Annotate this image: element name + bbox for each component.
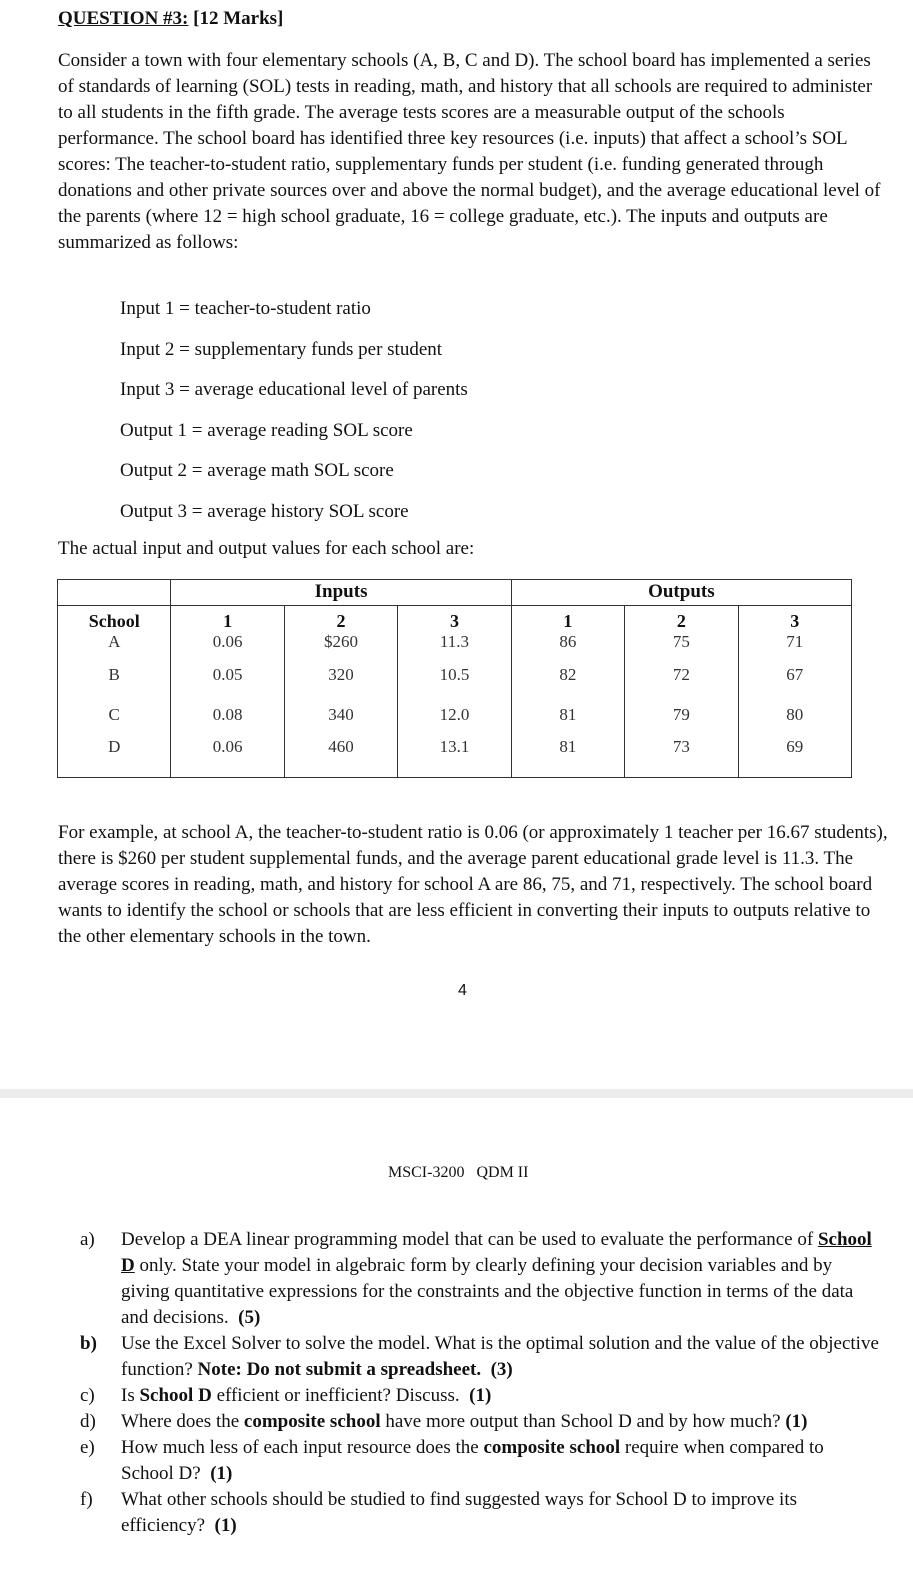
question-marks: (5) xyxy=(238,1307,261,1328)
input-2-header: 2 xyxy=(284,605,397,632)
output-1-cell: 81 xyxy=(511,735,624,778)
output-2-cell: 79 xyxy=(625,695,738,735)
question-heading xyxy=(58,8,283,30)
question-item-b xyxy=(80,1331,880,1383)
school-column-header: School xyxy=(58,605,171,632)
course-header: MSCI-3200 QDM II xyxy=(388,1164,529,1181)
question-text: efficient or inefficient? Discuss. xyxy=(211,1385,460,1406)
input-1-cell: 0.05 xyxy=(171,655,284,695)
school-cell: B xyxy=(58,655,171,695)
question-item-a xyxy=(80,1227,880,1331)
question-label: d) xyxy=(80,1411,96,1432)
input-1-header: 1 xyxy=(171,605,284,632)
question-marks: (3) xyxy=(490,1359,513,1380)
question-label: c) xyxy=(80,1385,95,1406)
output-3-header: 3 xyxy=(738,605,851,632)
output-2-cell: 72 xyxy=(625,655,738,695)
question-emphasis: School D xyxy=(139,1385,212,1406)
table-row xyxy=(58,655,852,695)
output-2-cell: 73 xyxy=(625,735,738,778)
question-text: Is xyxy=(121,1385,140,1406)
inputs-group-header: Inputs xyxy=(171,580,511,606)
question-emphasis: composite school xyxy=(243,1411,381,1432)
question-label: f) xyxy=(80,1489,93,1510)
question-label: a) xyxy=(80,1229,95,1250)
output-3-cell: 80 xyxy=(738,695,851,735)
output-1-header: 1 xyxy=(511,605,624,632)
question-emphasis: School D xyxy=(121,1229,872,1276)
table-corner-cell xyxy=(58,580,171,606)
definition-output-2: Output 2 = average math SOL score xyxy=(120,460,394,481)
page-number: 4 xyxy=(458,982,467,999)
question-marks: (1) xyxy=(469,1385,492,1406)
table-intro: The actual input and output values for each school are: xyxy=(58,538,475,559)
input-3-header: 3 xyxy=(398,605,511,632)
definition-output-3: Output 3 = average history SOL score xyxy=(120,500,409,522)
input-2-cell: $260 xyxy=(284,632,397,654)
question-item-f xyxy=(80,1487,880,1539)
question-item-c xyxy=(80,1383,880,1409)
question-text: require when compared to School D? xyxy=(121,1437,824,1484)
output-2-cell: 75 xyxy=(625,632,738,654)
input-3-cell: 12.0 xyxy=(398,695,511,735)
question-emphasis: composite school xyxy=(483,1437,621,1458)
question-marks: (1) xyxy=(785,1411,808,1432)
question-marks: (1) xyxy=(210,1463,233,1484)
example-paragraph: For example, at school A, the teacher-to-student ratio is 0.06 (or approximately 1 teacher per 16.67 students), there is $260 per student supplemental funds, and the average parent educational grade level is 11.3. The average scores in reading, math, and history for school A are 86, 75, and 71, respectively. The school board wants to identify the school or schools that are less efficient in converting their inputs to outputs relative to the other elementary schools in the town. xyxy=(58,822,888,947)
question-text: Where does the xyxy=(121,1411,244,1432)
question-title: QUESTION #3: xyxy=(58,8,189,29)
definition-list xyxy=(120,296,468,539)
input-1-cell: 0.06 xyxy=(171,632,284,654)
question-list xyxy=(80,1227,880,1539)
question-label: b) xyxy=(80,1333,97,1354)
school-cell: C xyxy=(58,695,171,735)
question-text: only. State your model in algebraic form by clearly defining your decision variables and by giving quantitative expressions for the constraints and the objective function in terms of the data and decisions. xyxy=(121,1255,854,1328)
table-column-header-row xyxy=(58,605,852,632)
input-3-cell: 13.1 xyxy=(398,735,511,778)
definition-input-2: Input 2 = supplementary funds per student xyxy=(120,338,443,360)
school-cell: A xyxy=(58,632,171,654)
output-3-cell: 71 xyxy=(738,632,851,654)
question-text: How much less of each input resource does the xyxy=(121,1437,484,1458)
definition-input-1: Input 1 = teacher-to-student ratio xyxy=(120,298,371,319)
page-divider xyxy=(0,1089,913,1098)
intro-paragraph: Consider a town with four elementary schools (A, B, C and D). The school board has implemented a series of standards of learning (SOL) tests in reading, math, and history that all schools are required to administer to all students in the fifth grade. The average tests scores are a measurable output of the schools performance. The school board has identified three key resources (i.e. inputs) that affect a school’s SOL scores: The teacher-to-student ratio, supplementary funds per student (i.e. funding generated through donations and other private sources over and above the normal budget), and the average educational level of the parents (where 12 = high school graduate, 16 = college graduate, etc.). The inputs and outputs are summarized as follows: xyxy=(58,50,881,253)
output-2-header: 2 xyxy=(625,605,738,632)
output-1-cell: 86 xyxy=(511,632,624,654)
output-3-cell: 67 xyxy=(738,655,851,695)
input-1-cell: 0.08 xyxy=(171,695,284,735)
table-row xyxy=(58,695,852,735)
table-row xyxy=(58,632,852,654)
school-data-table xyxy=(57,579,852,778)
school-cell: D xyxy=(58,735,171,778)
input-1-cell: 0.06 xyxy=(171,735,284,778)
table-group-header-row xyxy=(58,580,852,606)
question-item-d xyxy=(80,1409,880,1435)
input-2-cell: 320 xyxy=(284,655,397,695)
definition-input-3: Input 3 = average educational level of parents xyxy=(120,379,468,400)
question-note: Note: Do not submit a spreadsheet. xyxy=(197,1359,482,1380)
question-text: What other schools should be studied to find suggested ways for School D to improve its efficiency? xyxy=(121,1489,797,1536)
input-3-cell: 11.3 xyxy=(398,632,511,654)
question-text: Develop a DEA linear programming model that can be used to evaluate the performance of xyxy=(121,1229,818,1250)
input-3-cell: 10.5 xyxy=(398,655,511,695)
definition-output-1: Output 1 = average reading SOL score xyxy=(120,419,413,441)
question-marks: (1) xyxy=(214,1515,237,1536)
question-marks: [12 Marks] xyxy=(193,8,284,29)
input-2-cell: 340 xyxy=(284,695,397,735)
output-1-cell: 81 xyxy=(511,695,624,735)
input-2-cell: 460 xyxy=(284,735,397,778)
question-label: e) xyxy=(80,1437,95,1458)
output-3-cell: 69 xyxy=(738,735,851,778)
question-text: have more output than School D and by how much? xyxy=(380,1411,781,1432)
output-1-cell: 82 xyxy=(511,655,624,695)
question-text: Use the Excel Solver to solve the model. What is the optimal solution and the value of the objective function? xyxy=(121,1333,879,1380)
outputs-group-header: Outputs xyxy=(511,580,851,606)
question-item-e xyxy=(80,1435,880,1487)
table-row xyxy=(58,735,852,778)
